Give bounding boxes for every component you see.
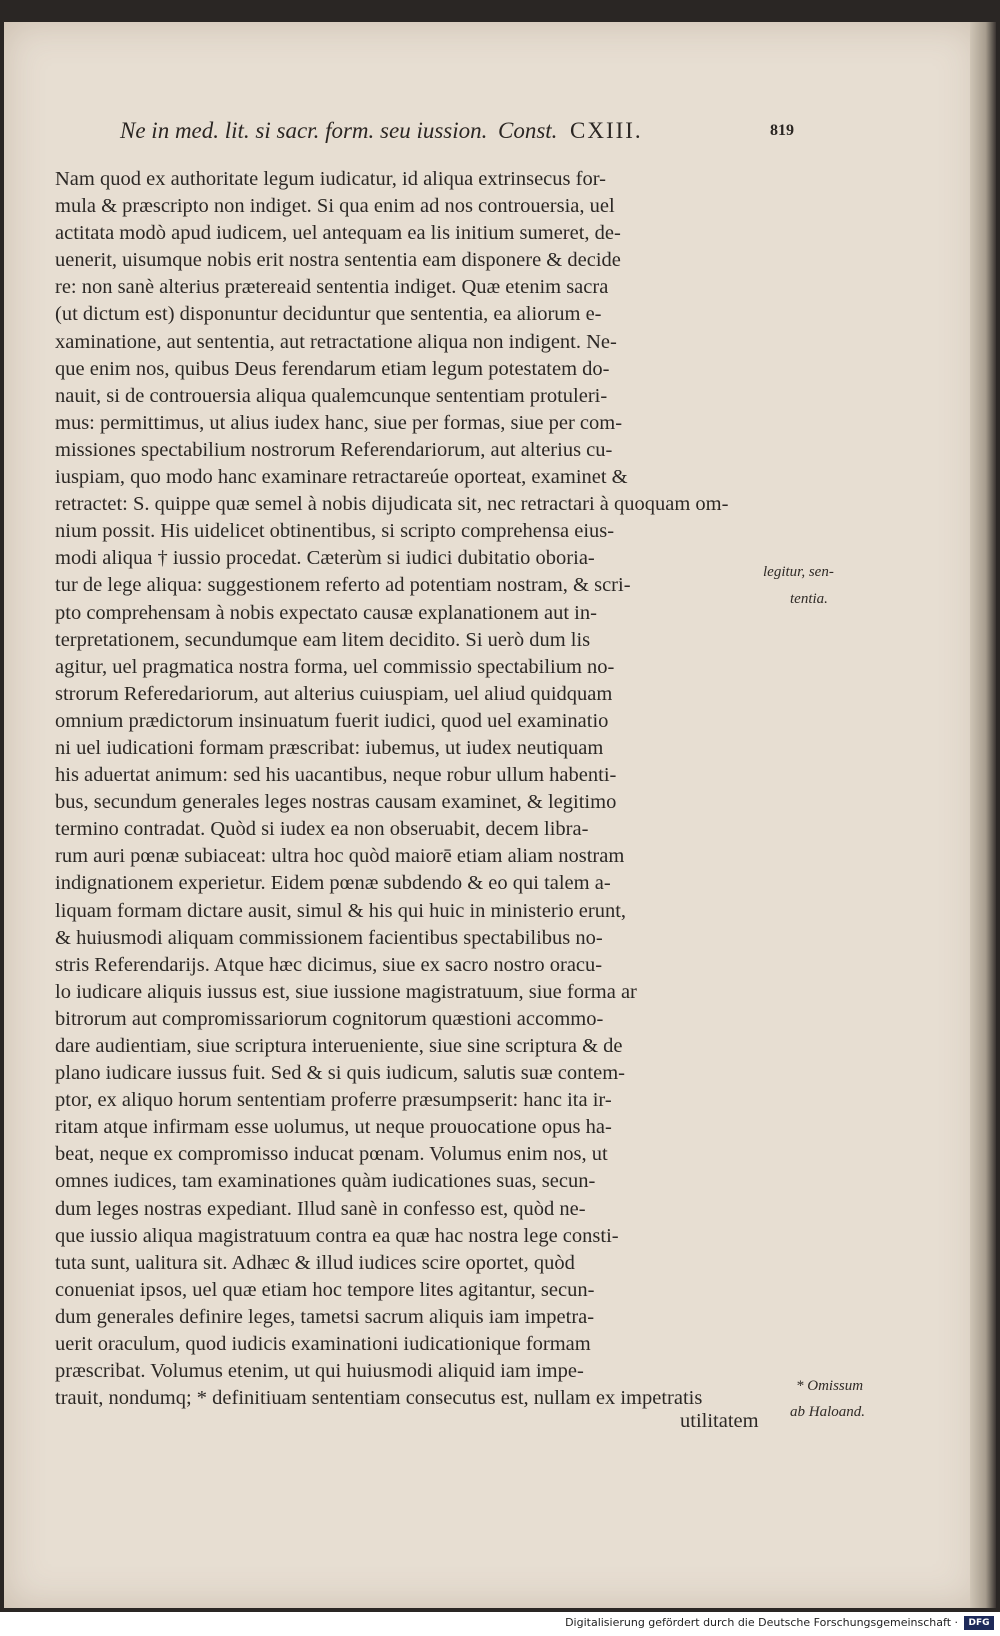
text-line: ritam atque infirmam esse uolumus, ut neque prouocatione opus ha- — [55, 1116, 612, 1139]
text-line: Nam quod ex authoritate legum iudicatur, id aliqua extrinsecus for- — [55, 168, 606, 190]
text-line: tuta sunt, ualitura sit. Adhæc & illud iudices scire oportet, quòd — [55, 1251, 575, 1274]
running-head-const: Const. — [498, 118, 558, 143]
text-line: trauit, nondumq; * definitiuam sententiam consecutus est, nullam ex impetratis — [55, 1387, 703, 1410]
margin-note-omissum: * Omissum — [796, 1378, 864, 1394]
text-line: beat, neque ex compromisso inducat pœnam. Volumus enim nos, ut — [55, 1143, 608, 1166]
text-line: agitur, uel pragmatica nostra forma, uel commissio spectabilium no- — [55, 655, 615, 678]
running-head-title: Ne in med. lit. si sacr. form. seu iussion. — [120, 118, 488, 143]
page-edge — [970, 22, 996, 1608]
margin-note-legitur: legitur, sen- — [763, 564, 834, 580]
text-line: bus, secundum generales leges nostras causam examinet, & legitimo — [55, 791, 617, 814]
text-line: ptor, ex aliquo horum sententiam proferre præsumpserit: hanc ita ir- — [55, 1089, 612, 1112]
text-line: xaminatione, aut sententia, aut retractatione aliqua non indigent. Ne- — [55, 330, 617, 353]
text-line: termino contradat. Quòd si iudex ea non obseruabit, decem libra- — [55, 818, 589, 841]
text-line: dum generales definire leges, tametsi sacrum aliquis iam impetra- — [55, 1305, 595, 1328]
text-line: omnes iudices, tam examinationes quàm iudicationes suas, secun- — [55, 1170, 596, 1193]
text-line: præscribat. Volumus etenim, ut qui huiusmodi aliquid iam impe- — [55, 1360, 584, 1383]
text-line: omnium prædictorum insinuatum fuerit iudici, quod uel examinatio — [55, 709, 609, 732]
footer-credit: Digitalisierung gefördert durch die Deutsche Forschungsgemeinschaft · — [565, 1616, 958, 1629]
text-line: terpretationem, secundumque eam litem decidito. Si uerò dum lis — [55, 628, 591, 651]
page-number: 819 — [770, 122, 794, 139]
text-line: que iussio aliqua magistratuum contra ea quæ hac nostra lege consti- — [55, 1224, 619, 1247]
text-line: retractet: S. quippe quæ semel à nobis dijudicata sit, nec retractari à quoquam om- — [55, 493, 729, 516]
text-line: mula & præscripto non indiget. Si qua enim ad nos controuersia, uel — [55, 195, 615, 218]
text-line: uerit oraculum, quod iudicis examinationi iudicationique formam — [55, 1333, 591, 1356]
body-text — [55, 166, 790, 1412]
running-head — [120, 118, 810, 152]
text-line: rum auri pœnæ subiaceat: ultra hoc quòd maiorē etiam aliam nostram — [55, 845, 625, 868]
text-line: uenerit, uisumque nobis erit nostra sententia eam disponere & decide — [55, 249, 621, 272]
text-line: nium possit. His uidelicet obtinentibus, si scripto comprehensa eius- — [55, 520, 615, 543]
text-line: & huiusmodi aliquam commissionem facientibus spectabilibus no- — [55, 926, 603, 949]
text-line: tur de lege aliqua: suggestionem referto ad potentiam nostram, & scri- — [55, 574, 631, 597]
text-line: iuspiam, quo modo hanc examinare retractareúe oporteat, examinet & — [55, 466, 628, 489]
text-line: conueniat ipsos, uel quæ etiam hoc tempore lites agitantur, secun- — [55, 1278, 595, 1301]
text-line: his aduertat animum: sed his uacantibus, neque robur ullum habenti- — [55, 764, 617, 787]
text-line: plano iudicare iussus fuit. Sed & si quis iudicum, salutis suæ contem- — [55, 1062, 625, 1085]
text-line: (ut dictum est) disponuntur deciduntur que sententia, ea aliorum e- — [55, 303, 602, 326]
text-line: liquam formam dictare ausit, simul & his qui huic in ministerio erunt, — [55, 899, 627, 922]
text-line: que enim nos, quibus Deus ferendarum etiam legum potestatem do- — [55, 357, 610, 380]
text-line: bitrorum aut compromissariorum cognitorum quæstioni accommo- — [55, 1007, 604, 1030]
text-line: modi aliqua † iussio procedat. Cæterùm si iudici dubitatio oboria- — [55, 547, 595, 570]
text-line: indignationem experietur. Eidem pœnæ subdendo & eo qui talem a- — [55, 872, 611, 895]
margin-note-sententia: tentia. — [790, 591, 828, 607]
dfg-logo-icon: DFG — [964, 1616, 994, 1630]
text-line: ni uel iudicationi formam præscribat: iubemus, ut iudex neutiquam — [55, 736, 604, 759]
catchword: utilitatem — [680, 1410, 759, 1432]
margin-note-haloand: ab Haloand. — [790, 1404, 865, 1420]
text-line: re: non sanè alterius prætereaid sententia indiget. Quæ etenim sacra — [55, 276, 609, 299]
text-line: dum leges nostras expediant. Illud sanè in confesso est, quòd ne- — [55, 1197, 586, 1220]
text-line: stris Referendarijs. Atque hæc dicimus, siue ex sacro nostro oracu- — [55, 953, 603, 976]
text-line: nauit, si de controuersia aliqua qualemcunque sententiam protuleri- — [55, 384, 608, 407]
text-line: mus: permittimus, ut alius iudex hanc, siue per formas, siue per com- — [55, 411, 623, 434]
text-line: actitata modò apud iudicem, uel antequam ea lis initium sumeret, de- — [55, 222, 621, 245]
text-line: missiones spectabilium nostrorum Referendariorum, aut alterius cu- — [55, 438, 613, 461]
text-line: strorum Referedariorum, aut alterius cuiuspiam, uel aliud quidquam — [55, 682, 613, 705]
text-line: dare audientiam, siue scriptura interueniente, siue sine scriptura & de — [55, 1035, 623, 1057]
text-line: pto comprehensam à nobis expectato causæ explanationem aut in- — [55, 601, 597, 624]
constitution-number: CXIII. — [570, 118, 643, 143]
digitization-footer — [0, 1612, 1000, 1636]
text-line: lo iudicare aliquis iussus est, siue iussione magistratuum, siue forma ar — [55, 980, 637, 1003]
